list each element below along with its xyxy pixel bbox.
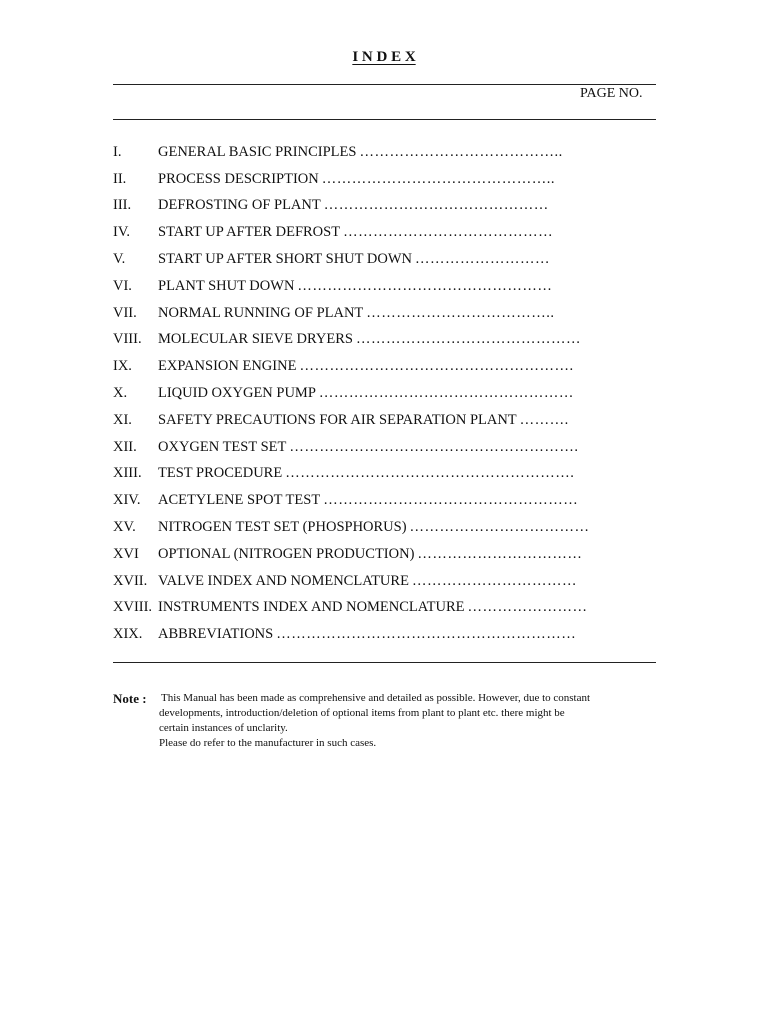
- header-divider: [113, 119, 656, 120]
- toc-entry: [113, 514, 656, 541]
- toc-entry: [113, 219, 656, 246]
- toc-entry-title: SAFETY PRECAUTIONS FOR AIR SEPARATION PLANT: [158, 411, 517, 428]
- toc-entry: [113, 300, 656, 327]
- table-of-contents: [113, 139, 656, 648]
- toc-entry-leader-dots: ……………………………………………: [318, 385, 574, 402]
- toc-entry-title: NORMAL RUNNING OF PLANT: [158, 304, 364, 321]
- top-divider: [113, 84, 656, 85]
- toc-entry-leader-dots: ……………………………………………………: [276, 626, 577, 643]
- toc-entry-number: XIII.: [113, 465, 142, 482]
- toc-entry-leader-dots: ……………………: [467, 599, 588, 616]
- toc-entry-number: XVII.: [113, 572, 148, 589]
- toc-entry-title: MOLECULAR SIEVE DRYERS: [158, 331, 353, 348]
- toc-entry-number: VIII.: [113, 331, 142, 348]
- toc-entry-leader-dots: …………………………………..: [359, 143, 563, 160]
- note-block: [113, 691, 658, 751]
- toc-entry: [113, 595, 656, 622]
- note-line: certain instances of unclarity.: [159, 722, 288, 734]
- toc-entry-leader-dots: ……………………………: [411, 572, 577, 589]
- toc-entry-title: ACETYLENE SPOT TEST: [158, 492, 321, 509]
- toc-entry-title: VALVE INDEX AND NOMENCLATURE: [158, 572, 409, 589]
- toc-entry: [113, 327, 656, 354]
- toc-entry-leader-dots: ………………………………………………….: [289, 438, 579, 455]
- toc-entry-number: XIX.: [113, 626, 143, 643]
- toc-entry-title: INSTRUMENTS INDEX AND NOMENCLATURE: [158, 599, 465, 616]
- toc-entry: [113, 487, 656, 514]
- toc-entry-number: VI.: [113, 277, 132, 294]
- toc-entry-number: XIV.: [113, 492, 141, 509]
- toc-entry-leader-dots: ……………………………………………: [323, 492, 579, 509]
- toc-entry-title: PLANT SHUT DOWN: [158, 277, 295, 294]
- toc-entry-number: XII.: [113, 438, 137, 455]
- toc-entry-leader-dots: ………………………………………………….: [285, 465, 575, 482]
- toc-entry-title: GENERAL BASIC PRINCIPLES: [158, 143, 357, 160]
- toc-entry-title: START UP AFTER DEFROST: [158, 224, 341, 241]
- toc-entry-leader-dots: ……………………………………: [343, 224, 554, 241]
- toc-entry-leader-dots: ……………………………………………: [297, 277, 553, 294]
- toc-entry-leader-dots: ……………………………………………….: [299, 358, 574, 375]
- toc-entry-number: XI.: [113, 411, 132, 428]
- note-line: Please do refer to the manufacturer in such cases.: [159, 737, 377, 749]
- toc-entry-leader-dots: ………………………………..: [366, 304, 555, 321]
- toc-entry: [113, 193, 656, 220]
- toc-entry-leader-dots: ………………………………………: [355, 331, 581, 348]
- toc-entry: [113, 246, 656, 273]
- toc-entry-number: I.: [113, 143, 122, 160]
- note-line: This Manual has been made as comprehensive and detailed as possible. However, due to constant: [161, 692, 591, 704]
- page-no-header: PAGE NO.: [580, 86, 643, 101]
- toc-entry: [113, 621, 656, 648]
- page-title-text: I N D E X: [352, 49, 416, 65]
- toc-entry-number: VII.: [113, 304, 137, 321]
- toc-entry-number: XV.: [113, 519, 136, 536]
- toc-entry: [113, 434, 656, 461]
- toc-entry-title: DEFROSTING OF PLANT: [158, 197, 321, 214]
- toc-entry: [113, 353, 656, 380]
- toc-entry-number: IX.: [113, 358, 132, 375]
- toc-entry-title: EXPANSION ENGINE: [158, 358, 297, 375]
- toc-entry: [113, 461, 656, 488]
- toc-entry-number: X.: [113, 385, 128, 402]
- toc-entry-leader-dots: ………………………………………..: [321, 170, 555, 187]
- toc-entry-number: XVIII.: [113, 599, 153, 616]
- toc-entry: [113, 541, 656, 568]
- toc-entry-title: OPTIONAL (NITROGEN PRODUCTION): [158, 545, 415, 562]
- toc-entry-leader-dots: ………………………………: [409, 519, 590, 536]
- toc-entry: [113, 139, 656, 166]
- bottom-divider: [113, 662, 656, 663]
- toc-entry-number: V.: [113, 251, 126, 268]
- toc-entry-leader-dots: ……….: [519, 411, 569, 428]
- toc-entry-title: LIQUID OXYGEN PUMP: [158, 385, 316, 402]
- note-label: Note :: [113, 691, 147, 706]
- toc-entry-title: START UP AFTER SHORT SHUT DOWN: [158, 251, 412, 268]
- note-line: developments, introduction/deletion of optional items from plant to plant etc. there might be: [159, 707, 565, 719]
- toc-entry-number: IV.: [113, 224, 131, 241]
- page-title: [0, 49, 768, 66]
- toc-entry-title: ABBREVIATIONS: [158, 626, 274, 643]
- toc-entry-number: III.: [113, 197, 132, 214]
- toc-entry-title: PROCESS DESCRIPTION: [158, 170, 319, 187]
- toc-entry-leader-dots: ……………………………: [417, 545, 583, 562]
- toc-entry-leader-dots: ………………………………………: [323, 197, 549, 214]
- toc-entry-title: NITROGEN TEST SET (PHOSPHORUS): [158, 519, 407, 536]
- toc-entry-title: TEST PROCEDURE: [158, 465, 283, 482]
- toc-entry-number: II.: [113, 170, 127, 187]
- toc-entry-title: OXYGEN TEST SET: [158, 438, 287, 455]
- toc-entry-leader-dots: ………………………: [414, 251, 550, 268]
- toc-entry: [113, 568, 656, 595]
- toc-entry: [113, 380, 656, 407]
- toc-entry: [113, 273, 656, 300]
- toc-entry-number: XVI: [113, 545, 139, 562]
- toc-entry: [113, 166, 656, 193]
- note-body: [159, 691, 658, 751]
- toc-entry: [113, 407, 656, 434]
